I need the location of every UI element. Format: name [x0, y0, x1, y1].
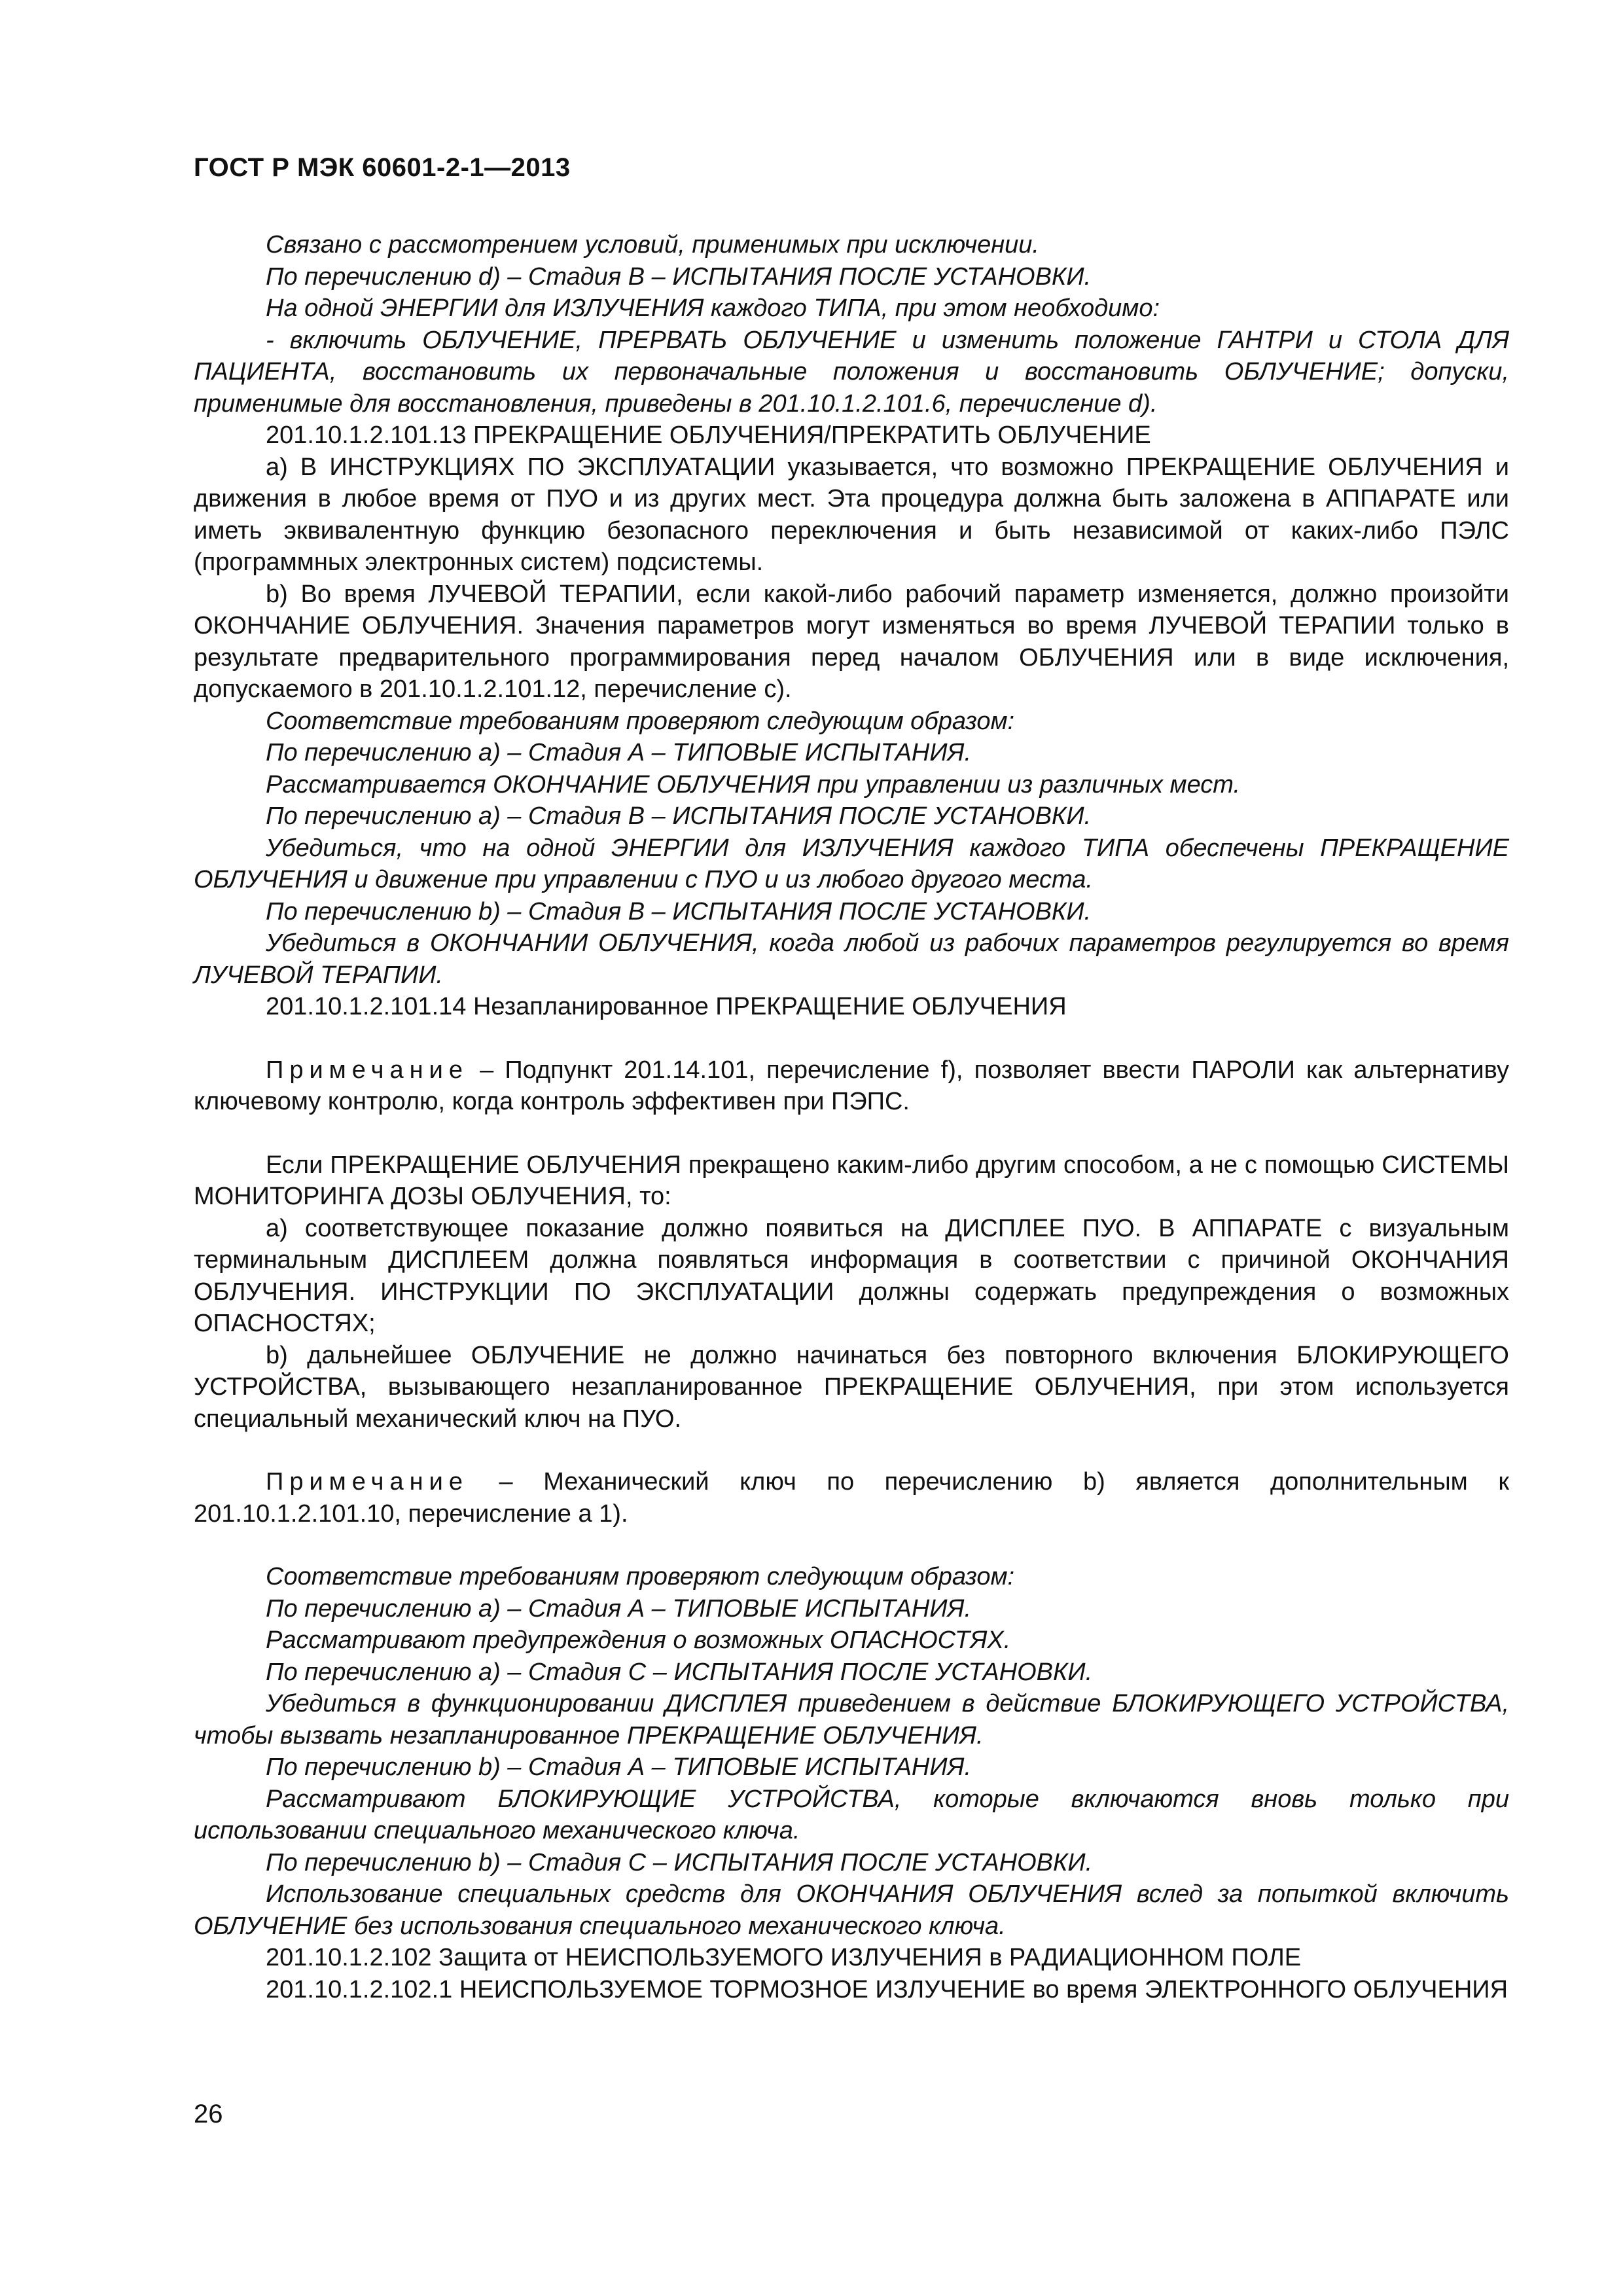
paragraph: Связано с рассмотрением условий, применимых при исключении. [266, 231, 1039, 259]
section-heading: 201.10.1.2.101.14 Незапланированное ПРЕКРАЩЕНИЕ ОБЛУЧЕНИЯ [266, 993, 1067, 1020]
paragraph: Соответствие требованиям проверяют следующим образом: [266, 1563, 1015, 1590]
paragraph: а) соответствующее показание должно появиться на ДИСПЛЕЕ ПУО. В АППАРАТЕ с визуальным терминальным ДИСПЛЕЕМ должна появляться информация в соответствии с причиной ОКОНЧАНИЯ ОБЛУЧЕНИЯ. ИНСТРУКЦИИ ПО ЭКСПЛУАТАЦИИ должны содержать предупреждения о возможных ОПАСНОСТЯХ; [194, 1214, 1509, 1337]
paragraph: По перечислению а) – Стадия А – ТИПОВЫЕ ИСПЫТАНИЯ. [266, 1594, 972, 1623]
note-text: – Механический ключ по перечислению b) является дополнительным к 201.10.1.2.101.10, перечисление а 1). [194, 1468, 1509, 1528]
paragraph: На одной ЭНЕРГИИ для ИЗЛУЧЕНИЯ каждого ТИПА, при этом необходимо: [266, 295, 1160, 322]
note-text: – Подпункт 201.14.101, перечисление f), позволяет ввести ПАРОЛИ как альтернативу ключевому контролю, когда контроль эффективен при ПЭПС. [194, 1056, 1509, 1115]
paragraph: По перечислению d) – Стадия В – ИСПЫТАНИЯ ПОСЛЕ УСТАНОВКИ. [266, 262, 1092, 291]
paragraph: По перечислению b) – Стадия С – ИСПЫТАНИЯ ПОСЛЕ УСТАНОВКИ. [266, 1848, 1093, 1876]
paragraph: По перечислению а) – Стадия А – ТИПОВЫЕ ИСПЫТАНИЯ. [266, 739, 972, 766]
paragraph: Рассматривается ОКОНЧАНИЕ ОБЛУЧЕНИЯ при управлении из различных мест. [266, 770, 1241, 798]
paragraph: Если ПРЕКРАЩЕНИЕ ОБЛУЧЕНИЯ прекращено каким-либо другим способом, а не с помощью СИСТЕМЫ МОНИТОРИНГА ДОЗЫ ОБЛУЧЕНИЯ, то: [194, 1151, 1509, 1210]
paragraph: Рассматривают БЛОКИРУЮЩИЕ УСТРОЙСТВА, которые включаются вновь только при использовании специального механического ключа. [194, 1785, 1509, 1844]
note [194, 1054, 1509, 1118]
paragraph: Рассматривают предупреждения о возможных ОПАСНОСТЯХ. [266, 1626, 1011, 1654]
paragraph: b) дальнейшее ОБЛУЧЕНИЕ не должно начинаться без повторного включения БЛОКИРУЮЩЕГО УСТРОЙСТВА, вызывающего незапланированное ПРЕКРАЩЕНИЕ ОБЛУЧЕНИЯ, при этом используется специальный механический ключ на ПУО. [194, 1341, 1509, 1433]
paragraph: Соответствие требованиям проверяют следующим образом: [266, 707, 1015, 735]
note-label: Примечание [266, 1056, 469, 1084]
paragraph: По перечислению а) – Стадия С – ИСПЫТАНИЯ ПОСЛЕ УСТАНОВКИ. [266, 1658, 1093, 1686]
note-label: Примечание [266, 1468, 469, 1496]
note [194, 1466, 1509, 1530]
paragraph: Убедиться, что на одной ЭНЕРГИИ для ИЗЛУЧЕНИЯ каждого ТИПА обеспечены ПРЕКРАЩЕНИЕ ОБЛУЧЕНИЯ и движение при управлении с ПУО и из любого другого места. [194, 834, 1509, 893]
page-number: 26 [194, 2100, 223, 2128]
paragraph: Убедиться в функционировании ДИСПЛЕЯ приведением в действие БЛОКИРУЮЩЕГО УСТРОЙСТВА, чтобы вызвать незапланированное ПРЕКРАЩЕНИЕ ОБЛУЧЕНИЯ. [194, 1690, 1509, 1749]
section-heading: 201.10.1.2.102.1 НЕИСПОЛЬЗУЕМОЕ ТОРМОЗНОЕ ИЗЛУЧЕНИЕ во время ЭЛЕКТРОННОГО ОБЛУЧЕНИЯ [266, 1975, 1508, 2003]
paragraph: По перечислению b) – Стадия В – ИСПЫТАНИЯ ПОСЛЕ УСТАНОВКИ. [266, 897, 1092, 925]
paragraph: По перечислению а) – Стадия В – ИСПЫТАНИЯ ПОСЛЕ УСТАНОВКИ. [266, 802, 1092, 830]
section-heading: 201.10.1.2.101.13 ПРЕКРАЩЕНИЕ ОБЛУЧЕНИЯ/ПРЕКРАТИТЬ ОБЛУЧЕНИЕ [266, 422, 1151, 449]
paragraph: Использование специальных средств для ОКОНЧАНИЯ ОБЛУЧЕНИЯ вслед за попыткой включить ОБЛУЧЕНИЕ без использования специального механического ключа. [194, 1880, 1509, 1940]
document-header: ГОСТ Р МЭК 60601-2-1—2013 [194, 153, 571, 182]
paragraph: а) В ИНСТРУКЦИЯХ ПО ЭКСПЛУАТАЦИИ указывается, что возможно ПРЕКРАЩЕНИЕ ОБЛУЧЕНИЯ и движения в любое время от ПУО и из других мест. Эта процедура должна быть заложена в АППАРАТЕ или иметь эквивалентную функцию безопасного переключения и быть независимой от каких-либо ПЭЛС (программных электронных систем) подсистемы. [194, 453, 1509, 576]
paragraph: - включить ОБЛУЧЕНИЕ, ПРЕРВАТЬ ОБЛУЧЕНИЕ и изменить положение ГАНТРИ и СТОЛА ДЛЯ ПАЦИЕНТА, восстановить их первоначальные положения и восстановить ОБЛУЧЕНИЕ; допуски, применимые для восстановления, приведены в 201.10.1.2.101.6, перечисление d). [194, 326, 1509, 418]
document-body [194, 229, 1509, 2005]
paragraph: b) Во время ЛУЧЕВОЙ ТЕРАПИИ, если какой-либо рабочий параметр изменяется, должно произойти ОКОНЧАНИЕ ОБЛУЧЕНИЯ. Значения параметров могут изменяться во время ЛУЧЕВОЙ ТЕРАПИИ только в результате предварительного программирования перед началом ОБЛУЧЕНИЯ или в виде исключения, допускаемого в 201.10.1.2.101.12, перечисление с). [194, 580, 1509, 703]
paragraph: Убедиться в ОКОНЧАНИИ ОБЛУЧЕНИЯ, когда любой из рабочих параметров регулируется во время ЛУЧЕВОЙ ТЕРАПИИ. [194, 929, 1509, 989]
paragraph: По перечислению b) – Стадия А – ТИПОВЫЕ ИСПЫТАНИЯ. [266, 1753, 972, 1781]
section-heading: 201.10.1.2.102 Защита от НЕИСПОЛЬЗУЕМОГО ИЗЛУЧЕНИЯ в РАДИАЦИОННОМ ПОЛЕ [266, 1944, 1302, 1971]
